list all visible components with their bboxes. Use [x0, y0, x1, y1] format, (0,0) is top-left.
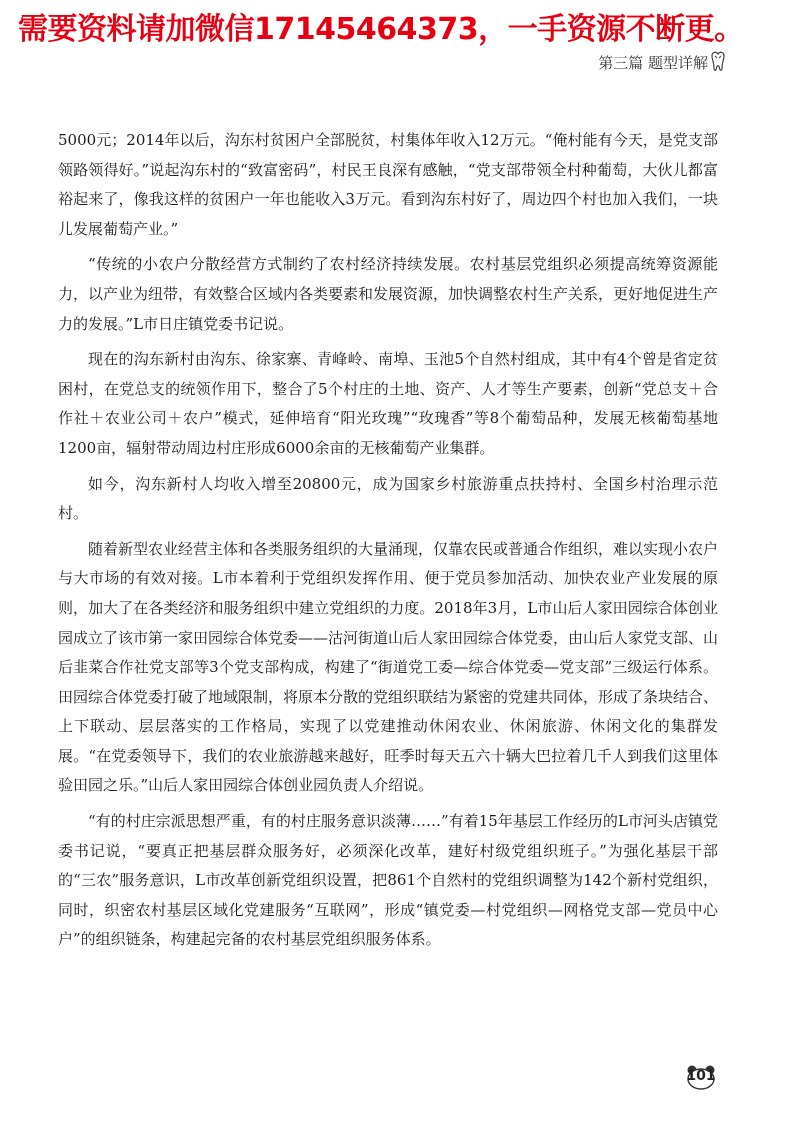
article-body [58, 126, 718, 961]
paragraph: 随着新型农业经营主体和各类服务组织的大量涌现，仅靠农民或普通合作组织，难以实现小农户与大市场的有效对接。L市本着利于党组织发挥作用、便于党员参加活动、加快农业产业发展的原则，加大了在各类经济和服务组织中建立党组织的力度。2018年3月，L市山后人家田园综合体创业园成立了该市第一家田园综合体党委——沽河街道山后人家田园综合体党委，由山后人家党支部、山后韭菜合作社党支部等3个党支部构成，构建了“街道党工委—综合体党委—党支部”三级运行体系。田园综合体党委打破了地域限制，将原本分散的党组织联结为紧密的党建共同体，形成了条块结合、上下联动、层层落实的工作格局，实现了以党建推动休闲农业、休闲旅游、休闲文化的集群发展。“在党委领导下，我们的农业旅游越来越好，旺季时每天五六十辆大巴拉着几千人到我们这里体验田园之乐。”山后人家田园综合体创业园负责人介绍说。 [58, 539, 719, 795]
paragraph: 如今，沟东新村人均收入增至20800元，成为国家乡村旅游重点扶持村、全国乡村治理示范村。 [58, 474, 718, 523]
paragraph: “有的村庄宗派思想严重，有的村庄服务意识淡薄……”有着15年基层工作经历的L市河头店镇党委书记说，“要真正把基层群众服务好，必须深化改革，建好村级党组织班子。”为强化基层干部的“三农”服务意识，L市改革创新党组织设置，把861个自然村的党组织调整为142个新村党组织，同时，织密农村基层区域化党建服务“互联网”，形成“镇党委—村党组织—网格党支部—党员中心户”的组织链条，构建起完备的农村基层党组织服务体系。 [58, 812, 718, 949]
page-number-text: 101 [686, 1068, 716, 1084]
tooth-icon [710, 50, 726, 72]
promo-banner: 需要资料请加微信17145464373，一手资源不断更。 [18, 12, 744, 47]
paragraph: 5000元；2014年以后，沟东村贫困户全部脱贫，村集体年收入12万元。“俺村能有今天，是党支部领路领得好。”说起沟东村的“致富密码”，村民王良深有感触，“党支部带领全村种葡萄，大伙儿都富裕起来了，像我这样的贫困户一年也能收入3万元。看到沟东村好了，周边四个村也加入我们，一块儿发展葡萄产业。” [58, 131, 718, 238]
page-number [686, 1064, 716, 1090]
paragraph: 现在的沟东新村由沟东、徐家寨、青峰岭、南埠、玉池5个自然村组成，其中有4个曾是省定贫困村，在党总支的统领作用下，整合了5个村庄的土地、资产、人才等生产要素，创新“党总支＋合作社＋农业公司＋农户”模式，延伸培育“阳光玫瑰”“玫瑰香”等8个葡萄品种，发展无核葡萄基地1200亩，辐射带动周边村庄形成6000余亩的无核葡萄产业集群。 [58, 350, 718, 457]
running-header: 第三篇 题型详解 [598, 54, 708, 72]
paragraph: “传统的小农户分散经营方式制约了农村经济持续发展。农村基层党组织必须提高统筹资源能力，以产业为纽带，有效整合区域内各类要素和发展资源，加快调整农村生产关系，更好地促进生产力的发展。”L市日庄镇党委书记说。 [58, 255, 719, 333]
